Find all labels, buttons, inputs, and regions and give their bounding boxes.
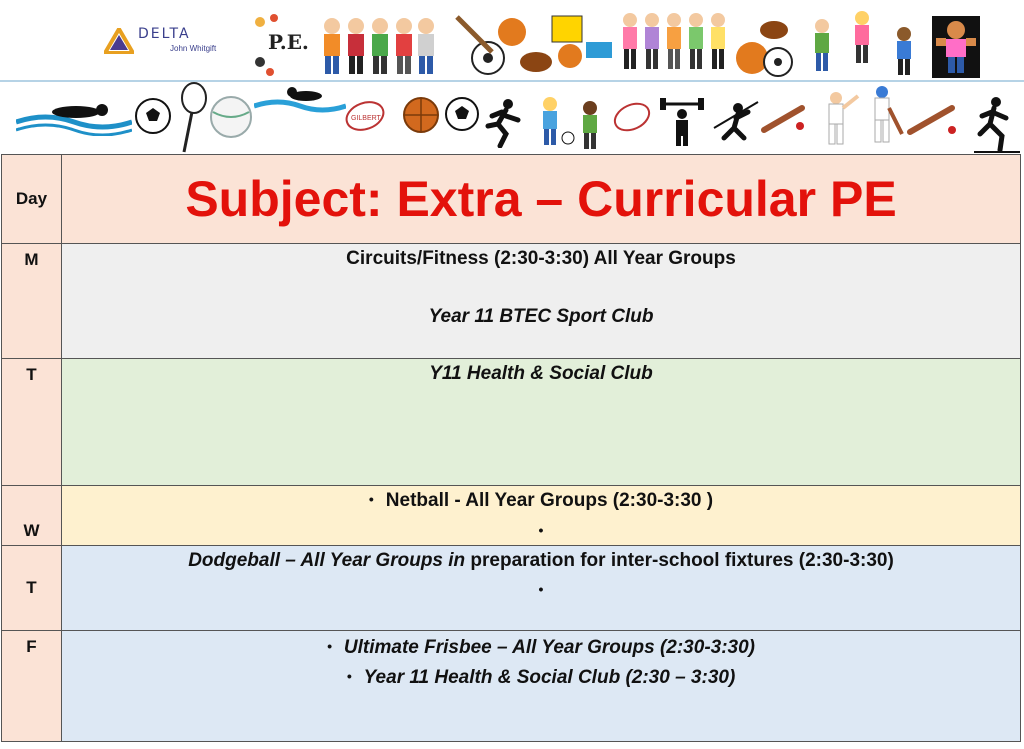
pe-timetable [1, 154, 1021, 742]
subject-title: Subject: Extra – Curricular PE [185, 171, 897, 227]
day-label: F [26, 637, 37, 656]
logo-name: DELTA [138, 26, 191, 42]
activity-line: Circuits/Fitness (2:30-3:30) All Year Groups [346, 248, 736, 269]
logo-subtitle: John Whitgift [170, 44, 217, 53]
cricket-bat-icon [760, 100, 810, 136]
timetable-row-thursday [2, 546, 1021, 631]
football-icon [133, 96, 173, 136]
football-2-icon [444, 96, 480, 132]
activity-line: Y11 Health & Social Club [429, 363, 653, 384]
activity-line-italic: Dodgeball – All Year Groups in [188, 550, 466, 571]
basketball-icon [402, 96, 440, 134]
activity-line: • Year 11 Health & Social Club (2:30 – 3:30) [62, 663, 1020, 693]
pe-label: P.E. [268, 30, 309, 54]
svg-text:GILBERT: GILBERT [351, 115, 381, 122]
activity-cell-wednesday [62, 486, 1021, 546]
rugby-ball-icon [344, 96, 386, 136]
activity-line: Year 11 BTEC Sport Club [428, 306, 654, 327]
activity-cell-friday [62, 631, 1021, 742]
activity-cell-thursday [62, 546, 1021, 631]
delta-logo-icon [104, 28, 134, 54]
empty-bullet: • [538, 522, 544, 538]
netball-icon [208, 94, 254, 140]
timetable-row-tuesday [2, 359, 1021, 486]
day-cell-monday [2, 244, 62, 359]
school-logo [104, 22, 234, 66]
activity-cell-tuesday [62, 359, 1021, 486]
day-label: W [23, 521, 40, 540]
strong-kid-clipart-icon [932, 16, 980, 78]
header-banner [0, 0, 1024, 80]
cricket-batsman-icon [858, 84, 908, 146]
swimmer-icon [16, 92, 132, 136]
timetable-row-wednesday [2, 486, 1021, 546]
runner-icon [482, 98, 524, 148]
day-column-header: Day [2, 155, 62, 244]
day-cell-friday [2, 631, 62, 742]
cricket-bat-2-icon [906, 102, 960, 138]
kids-sports-clipart-icon [250, 10, 450, 78]
empty-bullet: • [538, 581, 544, 597]
day-label: T [26, 365, 37, 384]
javelin-thrower-icon [712, 98, 760, 142]
timetable-row-monday [2, 244, 1021, 359]
weightlifter-icon [660, 96, 704, 146]
timetable-row-friday [2, 631, 1021, 742]
sports-clipart-strip [0, 82, 1024, 154]
children-playing-clipart-icon [804, 8, 934, 78]
children-ball-icon [534, 94, 610, 154]
activity-line: • Netball - All Year Groups (2:30-3:30 ) [62, 486, 1020, 516]
day-label: M [24, 250, 39, 269]
day-cell-wednesday [2, 486, 62, 546]
activity-line [62, 546, 1020, 575]
activity-line-regular: preparation for inter-school fixtures (2:30-3:30) [465, 550, 894, 571]
sprinter-icon [974, 94, 1020, 154]
timetable-header-row [2, 155, 1021, 244]
children-group-clipart-icon [620, 10, 730, 78]
rugby-ball-2-icon [612, 98, 652, 136]
subject-title-cell [62, 155, 1021, 244]
badminton-racket-icon [174, 82, 210, 154]
day-cell-thursday [2, 546, 62, 631]
day-cell-tuesday [2, 359, 62, 486]
day-label: T [26, 578, 37, 597]
swimmer-small-icon [254, 82, 346, 118]
sports-equipment-clipart-icon [452, 12, 620, 80]
cricket-bowler-icon [808, 90, 862, 148]
balls-clipart-icon [732, 14, 802, 78]
activity-line: • Ultimate Frisbee – All Year Groups (2:30-3:30) [62, 633, 1020, 663]
activity-cell-monday [62, 244, 1021, 359]
